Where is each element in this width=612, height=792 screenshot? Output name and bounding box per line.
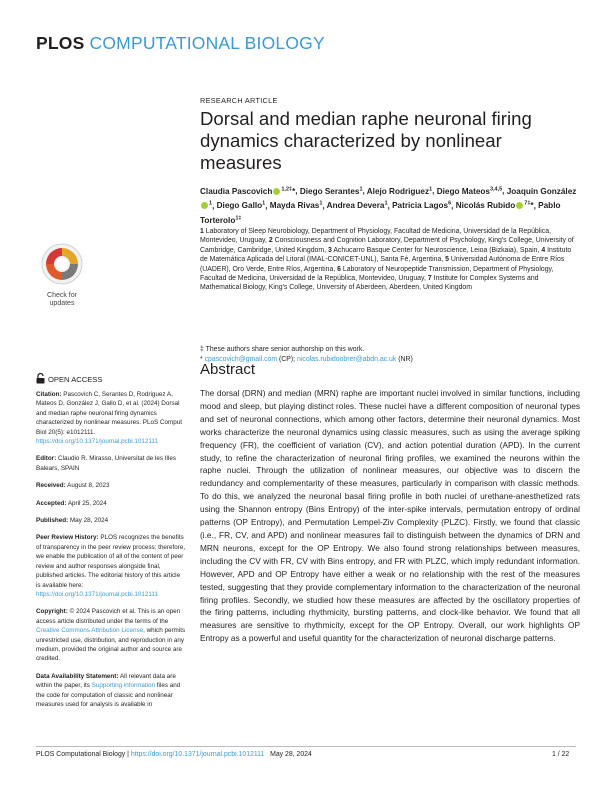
citation-doi-link[interactable]: https://doi.org/10.1371/journal.pcbi.1012111 [36, 438, 158, 446]
copyright-text-2: , which permits unrestricted use, distribution, and reproduction in any medium, provided the original author and source are credited. [36, 627, 186, 663]
accepted-date: April 25, 2024 [67, 499, 107, 507]
affiliation-number: 1 [200, 228, 204, 235]
corr-email-2[interactable]: nicolas.rubidoobrer@abdn.ac.uk [297, 356, 397, 363]
affiliation-text: Consciousness and Cognition Laboratory, Department of Psychology, King's College, University of Cambridge, Cambridge, United Kingdom, [200, 237, 574, 254]
citation-block [36, 390, 186, 446]
author-name: Diego Gallo [216, 201, 263, 211]
affiliation-text: Universidad Autónoma de Entre Ríos (UADER), Oro Verde, Entre Ríos, Argentina, [200, 256, 565, 273]
author: Nicolás Rubido $^{7\ddagger}$* [455, 200, 534, 211]
affiliation-text: Instituto de Matemática Aplicada del Litoral (IMAL-CONICET-UNL), Santa Fé, Argentina, [200, 246, 572, 264]
author-affiliation-marker: 1 [429, 186, 433, 192]
article-title: Dorsal and median raphe neuronal firing dynamics characterized by nonlinear measures [200, 108, 532, 173]
received-label: Received: [36, 482, 66, 490]
orcid-icon[interactable] [516, 202, 523, 209]
author-affiliation-marker: 1‡ [235, 215, 242, 222]
affiliations [200, 227, 580, 293]
author [392, 201, 451, 210]
editor-block [36, 454, 186, 473]
footer-info [36, 751, 312, 758]
corr-label-2: (NR) [398, 356, 413, 363]
affiliation-number: 5 [445, 256, 449, 264]
data-availability-block [36, 672, 186, 710]
affiliation-number: 6 [337, 265, 341, 273]
check-updates-line1: Check for [47, 292, 77, 299]
author: Claudia Pascovich $^{1,2\ddagger}$* [200, 186, 296, 196]
license-link[interactable]: Creative Commons Attribution License [36, 627, 144, 635]
accepted-block [36, 499, 186, 508]
equal-contribution-note: ‡ These authors share senior authorship on this work. [200, 346, 365, 353]
footer-doi-link[interactable]: https://doi.org/10.1371/journal.pcbi.1012111 [130, 751, 265, 758]
article-type: RESEARCH ARTICLE [200, 96, 278, 105]
orcid-icon[interactable] [273, 188, 280, 195]
author-affiliation-marker: 1 [319, 200, 323, 207]
published-block [36, 516, 186, 525]
author-affiliation-marker: 1 [384, 200, 388, 207]
footer-divider [36, 746, 576, 747]
author-name: Alejo Rodriguez [366, 186, 430, 196]
author-name: Pablo Torterolo [200, 201, 561, 226]
affiliation-text: Institute for Complex Systems and Mathematical Biology, King's College, University of Aberdeen, Aberdeen, United Kingdom [200, 275, 539, 292]
author-affiliation-marker: 1 [359, 186, 363, 192]
author-affiliation-marker: 6 [448, 200, 452, 207]
abstract-heading: Abstract [200, 361, 256, 378]
author-name: Nicolás Rubido [455, 201, 516, 211]
accepted-label: Accepted: [36, 499, 67, 507]
copyright-label: Copyright: [36, 608, 68, 616]
footer-separator: | [127, 751, 129, 758]
affiliation-number: 3 [327, 246, 332, 254]
data-availability-label: Data Availability Statement: [36, 672, 119, 680]
editor-text: Claudio R. Mirasso, Universitat de les Illes Balears, SPAIN [36, 455, 176, 472]
editor-label: Editor: [36, 455, 57, 463]
author-name: Patricia Lagos [392, 201, 449, 211]
received-block [36, 481, 186, 490]
corr-star: * [200, 356, 203, 363]
check-updates-icon [40, 242, 84, 286]
open-access-text: OPEN ACCESS [48, 375, 103, 384]
author-name: Mayda Rivas [269, 201, 320, 211]
author-affiliation-marker: 1 [209, 200, 213, 207]
published-date: May 28, 2024 [69, 517, 109, 525]
author [270, 201, 323, 210]
peer-review-label: Peer Review History: [36, 534, 99, 542]
author [437, 187, 502, 196]
footer-journal: PLOS Computational Biology [36, 751, 126, 758]
author [300, 187, 363, 196]
supporting-info-link[interactable]: Supporting information [91, 682, 156, 690]
affiliation-number: 7 [427, 275, 432, 283]
page-number: 1 / 22 [552, 751, 570, 758]
published-label: Published: [36, 517, 69, 525]
orcid-icon[interactable] [201, 202, 208, 209]
data-availability-text-1: All relevant data are within the paper, its [36, 672, 176, 690]
data-availability-text-2: files and the code for computation of classic and nonlinear measures used for analysis is available in [36, 682, 181, 708]
author-affiliation-marker: 1,2‡ [281, 186, 293, 192]
open-access-label [36, 373, 102, 384]
author [367, 187, 432, 196]
check-for-updates-badge[interactable] [40, 242, 84, 308]
author [327, 201, 388, 210]
author-name: Diego Mateos [436, 186, 490, 196]
corr-label-1: (CP); [279, 356, 296, 363]
author-name: Joaquín González [506, 186, 577, 196]
journal-name: COMPUTATIONAL BIOLOGY [89, 33, 325, 53]
author-name: Diego Serantes [299, 186, 360, 196]
peer-review-text: PLOS recognizes the benefits of transparency in the peer review process; therefore, we enable the publication of all of the content of peer review and author responses alongside final, published articles. The editorial history of this article is available here: [36, 534, 186, 589]
author-list: Claudia Pascovich $^{1,2\ddagger}$*, Diego Serantes$^1$, Alejo Rodriguez$^1$, Diego Mateos$^{3,4,5}$, Joaquín González$^1$, Diego Gallo$^1$, Mayda Rivas$^1$, Andrea Devera$^1$, Patricia Lagos$^6$, Nicolás Rubido $^{7\ddagger}$*, Pablo Torterolo$^{1\ddagger}$ [200, 186, 577, 226]
peer-review-link[interactable]: https://doi.org/10.1371/journal.pcbi.1012111 [36, 590, 158, 598]
affiliation-text: Achucarro Basque Center for Neuroscience, Leioa (Bizkaia), Spain, [333, 246, 540, 254]
citation-label: Citation: [36, 391, 62, 398]
author [217, 201, 266, 210]
check-updates-line2: updates [49, 300, 75, 307]
journal-logo [36, 33, 325, 54]
affiliation-number: 4 [541, 246, 546, 254]
received-date: August 8, 2023 [67, 482, 110, 490]
article-metadata-sidebar [36, 390, 186, 717]
author-affiliation-marker: 1 [262, 200, 266, 207]
author-name: Andrea Devera [326, 201, 385, 211]
affiliation-text: Laboratory of Sleep Neurobiology, Department of Physiology, Facultad de Medicina, Universidad de la República, Montevideo, Uruguay, [200, 228, 551, 245]
footer-date: May 28, 2024 [270, 751, 312, 758]
citation-text: Pascovich C, Serantes D, Rodriguez A, Mateos D, González J, Gallo D, et al. (2024) Dorsal and median raphe neuronal firing dynamics characterized by nonlinear measures. PLoS Comput Biol 20(5): e1012111. [36, 391, 182, 436]
author-affiliation-marker: 7‡ [524, 200, 531, 207]
corr-email-1[interactable]: cpascovich@gmail.com [204, 356, 278, 363]
affiliation-number: 2 [268, 237, 273, 245]
check-updates-label [40, 292, 84, 308]
copyright-block [36, 607, 186, 663]
peer-review-block [36, 533, 186, 599]
author-name: Claudia Pascovich [200, 186, 273, 196]
abstract-body: The dorsal (DRN) and median (MRN) raphe are important nuclei involved in similar functions, including mood and sleep, but playing distinct roles. These nuclei have a different composition of neuronal types and set of neuronal connections, which among other factors, determine their neuronal dynamics. Most works characterize the neuronal dynamics using classic measures, such as using the average spiking frequency (FR), the coefficient of variation (CV), and action potential duration (APD). In the current study, to refine the characterization of neuronal firing profiles, we examined the neurons within the raphe nuclei. Through the utilization of nonlinear measures, our objective was to discern the redundancy and complementarity of these measures, particularly in comparison with classic methods. To do this, we analyzed the neuronal basal firing profile in both nuclei of urethane-anesthetized rats using the Shannon entropy (Bins Entropy) of the inter-spike intervals, permutation entropy of ordinal patterns (OP Entropy), and Permutation Lempel-Ziv Complexity (PLZC). Firstly, we found that classic (i.e., FR, CV, and APD) and nonlinear measures fail to distinguish between the dynamics of DRN and MRN neurons, except for the OP Entropy. We also found strong relationships between measures, including the CV with FR, CV with Bins entropy, and FR with PLZC, which imply redundant information. However, APD and OP Entropy have either a weak or no relationship with the rest of the measures tested, suggesting that they provide complementary information to the characterization of the neuronal firing profiles. Secondly, we studied how these measures are affected by the oscillatory properties of the firing patterns, including rhythmicity, bursting patterns, and clock-like behavior. We found that all measures are sensitive to rhythmicity, except for the OP Entropy. Overall, our work highlights OP Entropy as a powerful and useful quantity for the characterization of neuronal discharge patterns. [200, 388, 580, 644]
affiliation-text: Laboratory of Neuropeptide Transmission, Department of Physiology, Facultad de Medicina, Universidad de la República, Montevideo, Uruguay, [200, 265, 554, 283]
copyright-text-1: © 2024 Pascovich et al. This is an open access article distributed under the terms of the [36, 608, 181, 625]
author-affiliation-marker: 3,4,5 [489, 186, 503, 192]
open-lock-icon [36, 373, 45, 384]
journal-plos: PLOS [36, 33, 85, 53]
